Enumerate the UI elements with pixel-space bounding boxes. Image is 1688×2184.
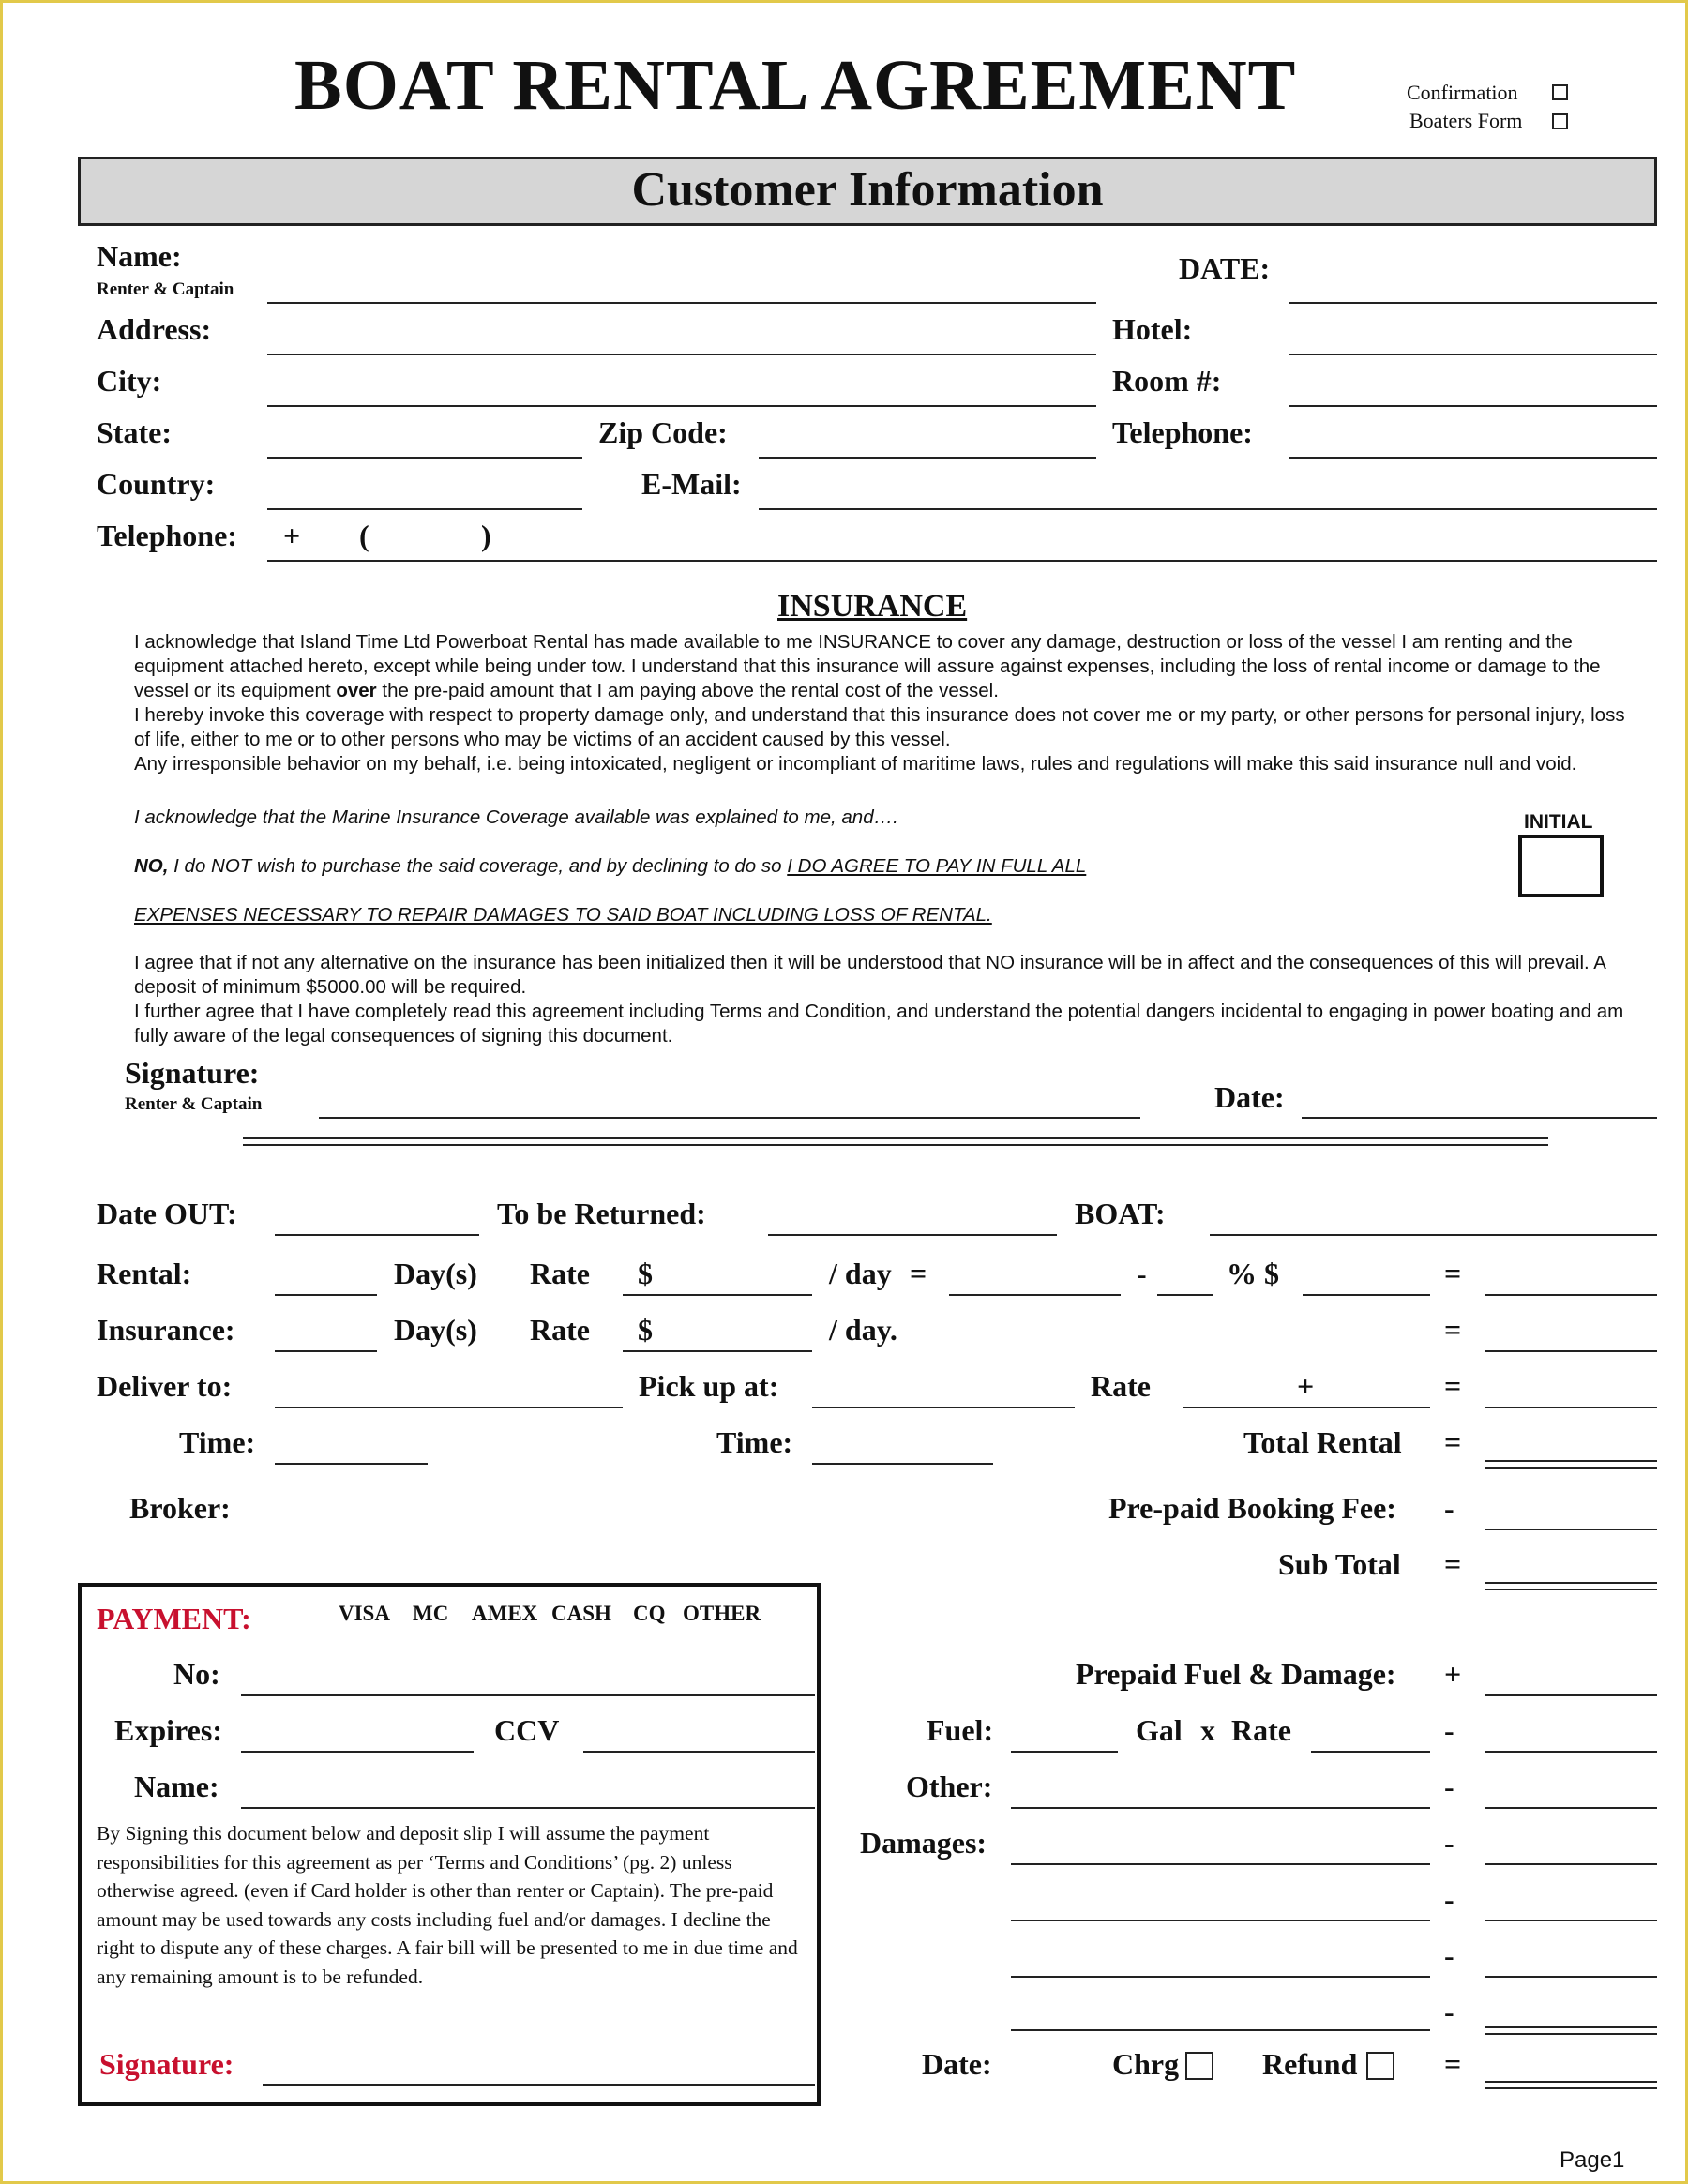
payment-method-mc[interactable]: MC xyxy=(413,1602,449,1625)
fuel-rate-field[interactable] xyxy=(1311,1751,1430,1753)
payment-title: PAYMENT: xyxy=(97,1602,251,1635)
insurance-days-field[interactable] xyxy=(275,1350,377,1352)
damages-total-field-4[interactable] xyxy=(1485,2026,1657,2035)
damages-field-4[interactable] xyxy=(1011,2029,1430,2031)
insurance-paragraphs xyxy=(134,630,1635,776)
sub-total-label: Sub Total xyxy=(1278,1547,1401,1581)
damages-total-field-3[interactable] xyxy=(1485,1976,1657,1978)
rental-total-field[interactable] xyxy=(1485,1294,1657,1296)
expires-field[interactable] xyxy=(241,1751,474,1753)
tel-plus: + xyxy=(283,519,301,552)
fuel-rate-label: Rate xyxy=(1231,1713,1291,1747)
x-label: x xyxy=(1200,1713,1215,1747)
insurance-ack: I acknowledge that the Marine Insurance Coverage available was explained to me, and…. xyxy=(134,806,898,828)
signature-label: Signature: xyxy=(125,1056,260,1090)
insurance-rate-label: Rate xyxy=(530,1313,590,1347)
date-label: DATE: xyxy=(1179,251,1271,285)
page-number: Page1 xyxy=(1560,2147,1625,2173)
rental-rate-label: Rate xyxy=(530,1257,590,1290)
agreement-paragraphs xyxy=(134,951,1635,1048)
address-field[interactable] xyxy=(267,354,1096,355)
sub-total-field[interactable] xyxy=(1485,1582,1657,1590)
payment-terms: By Signing this document below and deposit slip I will assume the payment responsibilities for this agreement as per ‘Terms and Conditions’ (pg. 2) unless otherwise agreed. (even if Card holder is other than renter or Captain). The pre-paid amount may be used towards any costs including fuel and/or damages. I decline the right to dispute any of these charges. A fair bill will be presented to me in due time and any remaining amount is to be refunded. xyxy=(97,1822,798,1988)
rental-days-field[interactable] xyxy=(275,1294,377,1296)
date-field[interactable] xyxy=(1289,302,1657,304)
rental-equals-1: = xyxy=(910,1257,927,1290)
boat-field[interactable] xyxy=(1210,1234,1657,1236)
confirmation-label: Confirmation xyxy=(1407,81,1518,104)
insurance-equals: = xyxy=(1444,1313,1462,1347)
broker-label: Broker: xyxy=(129,1491,231,1525)
deliver-time-label: Time: xyxy=(179,1425,256,1459)
rental-percent-dollar: % $ xyxy=(1227,1257,1279,1290)
insurance-p2: I hereby invoke this coverage with respect to property damage only, and understand that this insurance does not cover me or my party, or other persons for personal injury, loss of life, either to me or to other persons who may be victims of an accident caused by this vessel. xyxy=(134,704,1625,750)
damages-field-2[interactable] xyxy=(1011,1920,1430,1921)
insurance-p1: I acknowledge that Island Time Ltd Powerboat Rental has made available to me INSURANCE to cover any damage, destruction or loss of the vessel I am renting and the equipment attached hereto, except while being under tow. I understand that this insurance will assure against expenses, including the loss of rental income or damage to the vessel or its equipment xyxy=(134,631,1601,701)
gal-label: Gal xyxy=(1136,1713,1183,1747)
hotel-field[interactable] xyxy=(1289,354,1657,355)
signature-date-field[interactable] xyxy=(1302,1117,1657,1119)
email-field[interactable] xyxy=(759,508,1657,510)
insurance-total-field[interactable] xyxy=(1485,1350,1657,1352)
rental-discount-field[interactable] xyxy=(1157,1294,1213,1296)
boat-label: BOAT: xyxy=(1075,1197,1166,1230)
rental-discount-amount-field[interactable] xyxy=(1303,1294,1430,1296)
other-minus: - xyxy=(1444,1770,1454,1803)
payment-signature-field[interactable] xyxy=(263,2084,815,2086)
card-no-label: No: xyxy=(173,1657,220,1691)
ccv-field[interactable] xyxy=(583,1751,815,1753)
rental-equals-2: = xyxy=(1444,1257,1462,1290)
customer-info-banner: Customer Information xyxy=(78,157,1657,226)
damages-label: Damages: xyxy=(860,1826,987,1860)
chrg-checkbox[interactable] xyxy=(1185,2052,1213,2080)
to-be-returned-field[interactable] xyxy=(768,1234,1057,1236)
pickup-label: Pick up at: xyxy=(639,1369,779,1403)
prepaid-fuel-plus: + xyxy=(1444,1657,1462,1691)
prepaid-booking-label: Pre-paid Booking Fee: xyxy=(1108,1491,1396,1525)
refund-checkbox[interactable] xyxy=(1366,2052,1394,2080)
damages-minus-3: - xyxy=(1444,1938,1454,1972)
telephone-right-field[interactable] xyxy=(1289,457,1657,459)
rental-per-day: / day xyxy=(829,1257,892,1290)
pickup-field[interactable] xyxy=(812,1407,1075,1408)
insurance-p1-end: the pre-paid amount that I am paying above the rental cost of the vessel. xyxy=(382,680,999,701)
section-divider xyxy=(243,1137,1548,1146)
fuel-gal-field[interactable] xyxy=(1011,1751,1118,1753)
pickup-time-label: Time: xyxy=(716,1425,793,1459)
name-label: Name: xyxy=(97,239,182,273)
document-title: BOAT RENTAL AGREEMENT xyxy=(294,46,1297,125)
telephone-label: Telephone: xyxy=(97,519,237,552)
initial-box[interactable] xyxy=(1518,835,1604,897)
address-label: Address: xyxy=(97,312,212,346)
fuel-label: Fuel: xyxy=(927,1713,994,1747)
total-rental-label: Total Rental xyxy=(1243,1425,1402,1459)
other-total-field[interactable] xyxy=(1485,1807,1657,1809)
insurance-p5: I further agree that I have completely read this agreement including Terms and Condition, and understand the potential dangers incidental to engaging in power boating and am fully aware of the legal consequences of signing this document. xyxy=(134,1001,1624,1047)
room-field[interactable] xyxy=(1289,405,1657,407)
country-field[interactable] xyxy=(267,508,582,510)
prepaid-booking-field[interactable] xyxy=(1485,1529,1657,1530)
chrg-label: Chrg xyxy=(1112,2047,1180,2081)
payment-signature-label: Signature: xyxy=(99,2047,234,2081)
damages-total-field-2[interactable] xyxy=(1485,1920,1657,1921)
damages-field-3[interactable] xyxy=(1011,1976,1430,1978)
deliver-field[interactable] xyxy=(275,1407,623,1408)
prepaid-booking-minus: - xyxy=(1444,1491,1454,1525)
insurance-p3: Any irresponsible behavior on my behalf, i.e. being intoxicated, negligent or incompliant of maritime laws, rules and regulations will make this said insurance null and void. xyxy=(134,753,1577,775)
city-field[interactable] xyxy=(267,405,1096,407)
payment-method-amex[interactable]: AMEX xyxy=(472,1602,538,1625)
damages-minus-1: - xyxy=(1444,1826,1454,1860)
name-field[interactable] xyxy=(267,302,1096,304)
email-label: E-Mail: xyxy=(641,467,742,501)
final-total-field[interactable] xyxy=(1485,2081,1657,2089)
initial-label: INITIAL xyxy=(1524,811,1593,833)
total-rental-equals: = xyxy=(1444,1425,1462,1459)
delivery-total-field[interactable] xyxy=(1485,1407,1657,1408)
no-bold: NO, xyxy=(134,855,169,877)
city-label: City: xyxy=(97,364,162,398)
rental-days-label: Day(s) xyxy=(394,1257,477,1290)
payment-method-visa[interactable]: VISA xyxy=(339,1602,390,1625)
insurance-row-label: Insurance: xyxy=(97,1313,235,1347)
delivery-plus: + xyxy=(1297,1369,1315,1403)
telephone-right-label: Telephone: xyxy=(1112,415,1253,449)
insurance-p4: I agree that if not any alternative on the insurance has been initialized then it will be understood that NO insurance will be in affect and the consequences of this will prevail. A deposit of minimum $5000.00 will be required. xyxy=(134,952,1605,998)
card-no-field[interactable] xyxy=(241,1694,815,1696)
cardholder-name-field[interactable] xyxy=(241,1807,815,1809)
damages-minus-4: - xyxy=(1444,1995,1454,2028)
delivery-rate-field[interactable] xyxy=(1183,1407,1430,1408)
delivery-rate-label: Rate xyxy=(1091,1369,1151,1403)
sub-total-equals: = xyxy=(1444,1547,1462,1581)
no-text: I do NOT wish to purchase the said coverage, and by declining to do so xyxy=(173,855,782,877)
date-out-label: Date OUT: xyxy=(97,1197,237,1230)
final-equals: = xyxy=(1444,2047,1462,2081)
zip-field[interactable] xyxy=(759,457,1096,459)
prepaid-fuel-field[interactable] xyxy=(1485,1694,1657,1696)
insurance-per-day: / day. xyxy=(829,1313,897,1347)
insurance-dollar: $ xyxy=(638,1313,653,1347)
boaters-form-checkbox[interactable] xyxy=(1552,113,1568,129)
other-label: Other: xyxy=(906,1770,993,1803)
insurance-days-label: Day(s) xyxy=(394,1313,477,1347)
fuel-total-field[interactable] xyxy=(1485,1751,1657,1753)
insurance-rate-field[interactable] xyxy=(623,1350,812,1352)
rental-dollar: $ xyxy=(638,1257,653,1290)
signature-sub-label: Renter & Captain xyxy=(125,1094,263,1114)
to-be-returned-label: To be Returned: xyxy=(497,1197,706,1230)
rental-rate-field[interactable] xyxy=(623,1294,812,1296)
payment-method-cash[interactable]: CASH xyxy=(551,1602,611,1625)
payment-method-other[interactable]: OTHER xyxy=(683,1602,761,1625)
tel-close-paren: ) xyxy=(481,519,491,552)
expires-label: Expires: xyxy=(114,1713,222,1747)
other-field[interactable] xyxy=(1011,1807,1430,1809)
total-rental-field[interactable] xyxy=(1485,1460,1657,1469)
refund-label: Refund xyxy=(1262,2047,1358,2081)
confirmation-checkbox[interactable] xyxy=(1552,84,1568,100)
name-sub-label: Renter & Captain xyxy=(97,279,234,299)
insurance-p1-bold: over xyxy=(336,680,377,701)
signature-field[interactable] xyxy=(319,1117,1140,1119)
decline-line xyxy=(134,855,1086,878)
insurance-title: INSURANCE xyxy=(777,589,968,624)
charges-date-label: Date: xyxy=(922,2047,992,2081)
no-underline: I DO AGREE TO PAY IN FULL ALL xyxy=(787,855,1087,877)
date-out-field[interactable] xyxy=(275,1234,479,1236)
state-field[interactable] xyxy=(267,457,582,459)
rental-subtotal-field[interactable] xyxy=(949,1294,1121,1296)
delivery-equals: = xyxy=(1444,1369,1462,1403)
damages-minus-2: - xyxy=(1444,1882,1454,1916)
zip-label: Zip Code: xyxy=(598,415,728,449)
expenses-line: EXPENSES NECESSARY TO REPAIR DAMAGES TO SAID BOAT INCLUDING LOSS OF RENTAL. xyxy=(134,904,992,926)
country-label: Country: xyxy=(97,467,216,501)
ccv-label: CCV xyxy=(494,1713,560,1747)
hotel-label: Hotel: xyxy=(1112,312,1193,346)
state-label: State: xyxy=(97,415,172,449)
deliver-time-field[interactable] xyxy=(275,1463,428,1465)
signature-date-label: Date: xyxy=(1214,1080,1285,1114)
payment-method-cq[interactable]: CQ xyxy=(633,1602,666,1625)
damages-field-1[interactable] xyxy=(1011,1863,1430,1865)
tel-open-paren: ( xyxy=(359,519,369,552)
telephone-field[interactable] xyxy=(267,560,1657,562)
damages-total-field-1[interactable] xyxy=(1485,1863,1657,1865)
prepaid-fuel-label: Prepaid Fuel & Damage: xyxy=(1076,1657,1396,1691)
cardholder-name-label: Name: xyxy=(134,1770,219,1803)
boaters-form-label: Boaters Form xyxy=(1409,109,1523,132)
fuel-minus: - xyxy=(1444,1713,1454,1747)
rental-minus: - xyxy=(1137,1257,1147,1290)
rental-label: Rental: xyxy=(97,1257,192,1290)
deliver-label: Deliver to: xyxy=(97,1369,233,1403)
room-label: Room #: xyxy=(1112,364,1222,398)
pickup-time-field[interactable] xyxy=(812,1463,993,1465)
